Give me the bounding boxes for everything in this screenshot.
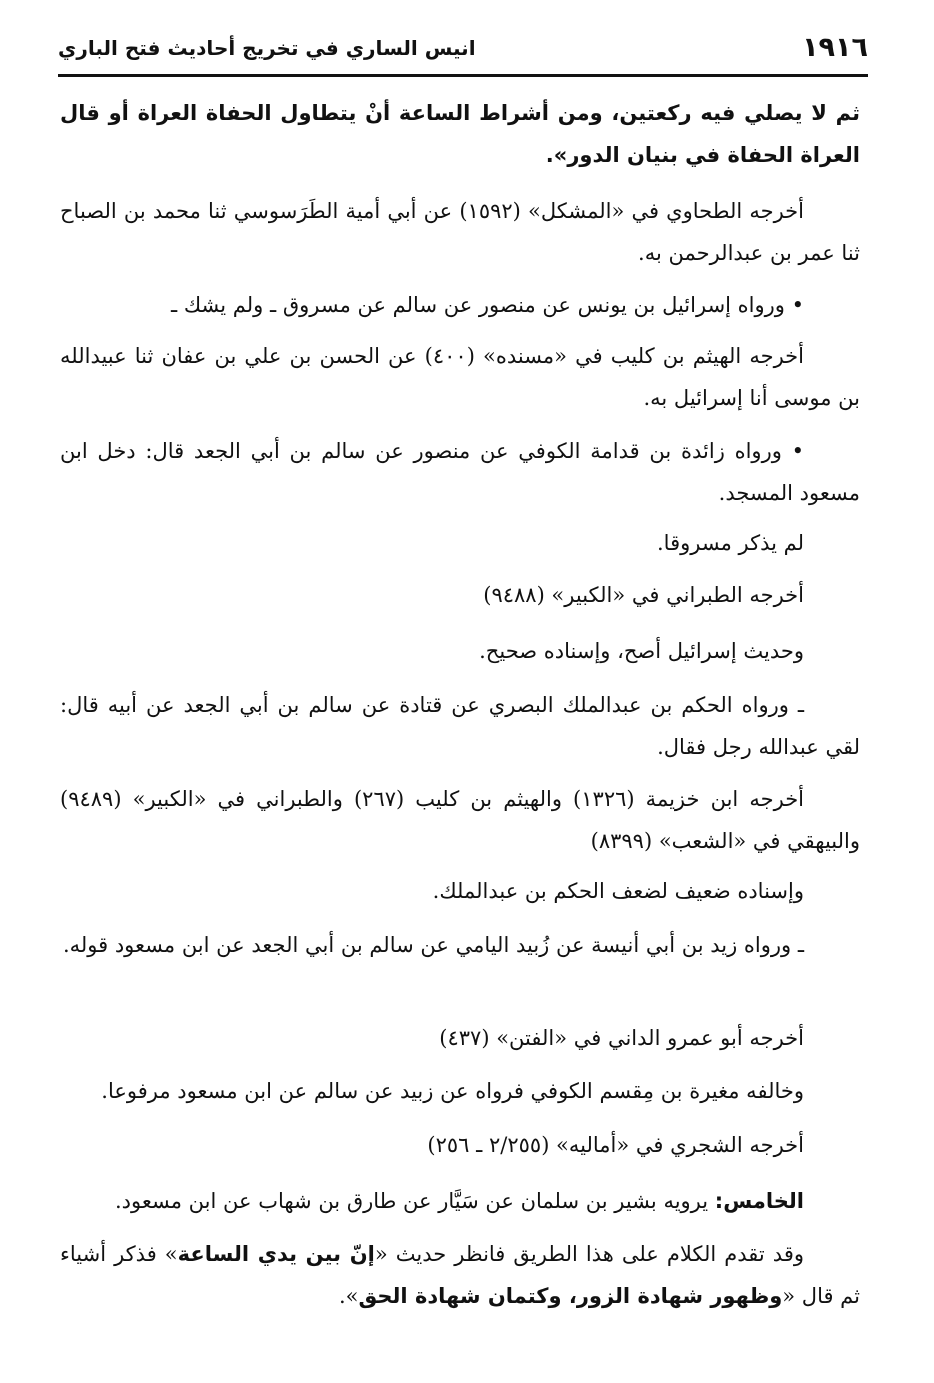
paragraph-tabarani-takhrij: أخرجه الطبراني في «الكبير» (٩٤٨٨) <box>483 583 804 607</box>
cross-ref-text-2: » فذكر أشياء ثم قال « <box>60 1242 860 1308</box>
page-number: ١٩١٦ <box>802 32 868 63</box>
book-title: انيس الساري في تخريج أحاديث فتح الباري <box>58 36 476 60</box>
paragraph-dani-takhrij: أخرجه أبو عمرو الداني في «الفتن» (٤٣٧) <box>439 1026 804 1050</box>
paragraph-hakam-route: ـ ورواه الحكم بن عبدالملك البصري عن قتادة عن سالم بن أبي الجعد عن أبيه قال: لقي عبدالله رجل فقال. <box>60 693 860 759</box>
paragraph-hadith-continuation: ثم لا يصلي فيه ركعتين، ومن أشراط الساعة أنْ يتطاول الحفاة العراة أو قال العراة الحفاة في بنيان الدور». <box>60 101 860 167</box>
fifth-route-label: الخامس: <box>714 1189 804 1213</box>
paragraph-shajari-takhrij: أخرجه الشجري في «أماليه» (٢/٢٥٥ ـ ٢٥٦) <box>427 1133 804 1157</box>
paragraph-zaida-route: • ورواه زائدة بن قدامة الكوفي عن منصور عن سالم بن أبي الجعد قال: دخل ابن مسعود المسجد. <box>60 439 860 505</box>
paragraph-tahawi-takhrij: أخرجه الطحاوي في «المشكل» (١٥٩٢) عن أبي أمية الطَرَسوسي ثنا محمد بن الصباح ثنا عمر بن عبدالرحمن به. <box>60 199 860 265</box>
cross-ref-text-1: وقد تقدم الكلام على هذا الطريق فانظر حديث « <box>374 1242 805 1266</box>
paragraph-no-masruq: لم يذكر مسروقا. <box>657 531 804 555</box>
paragraph-ibn-khuzayma-takhrij: أخرجه ابن خزيمة (١٣٢٦) والهيثم بن كليب (٢٦٧) والطبراني في «الكبير» (٩٤٨٩) والبيهقي في «الشعب» (٨٣٩٩) <box>60 787 860 853</box>
paragraph-israil-route: • ورواه إسرائيل بن يونس عن منصور عن سالم عن مسروق ـ ولم يشك ـ <box>171 293 804 317</box>
paragraph-israil-sahih: وحديث إسرائيل أصح، وإسناده صحيح. <box>479 639 804 663</box>
paragraph-haytham-takhrij: أخرجه الهيثم بن كليب في «مسنده» (٤٠٠) عن الحسن بن علي بن عفان ثنا عبيدالله بن موسى أنا إسرائيل به. <box>60 344 860 410</box>
header-rule <box>58 74 868 77</box>
paragraph-fifth-route <box>60 1180 860 1222</box>
cross-ref-hadith-quote: وظهور شهادة الزور، وكتمان شهادة الحق <box>358 1284 783 1308</box>
paragraph-mughira-route: وخالفه مغيرة بن مِقسم الكوفي فرواه عن زبيد عن سالم عن ابن مسعود مرفوعا. <box>101 1079 804 1103</box>
paragraph-zayd-route: ـ ورواه زيد بن أبي أنيسة عن زُبيد اليامي عن سالم بن أبي الجعد عن ابن مسعود قوله. <box>62 933 804 957</box>
cross-ref-hadith-title: إنّ بين يدي الساعة <box>177 1242 375 1266</box>
page-header <box>58 30 868 72</box>
paragraph-hakam-weak: وإسناده ضعيف لضعف الحكم بن عبدالملك. <box>432 879 804 903</box>
cross-ref-text-3: ». <box>338 1284 359 1308</box>
paragraph-cross-reference <box>60 1233 860 1317</box>
fifth-route-text: يرويه بشير بن سلمان عن سَيَّار عن طارق بن شهاب عن ابن مسعود. <box>115 1189 715 1213</box>
